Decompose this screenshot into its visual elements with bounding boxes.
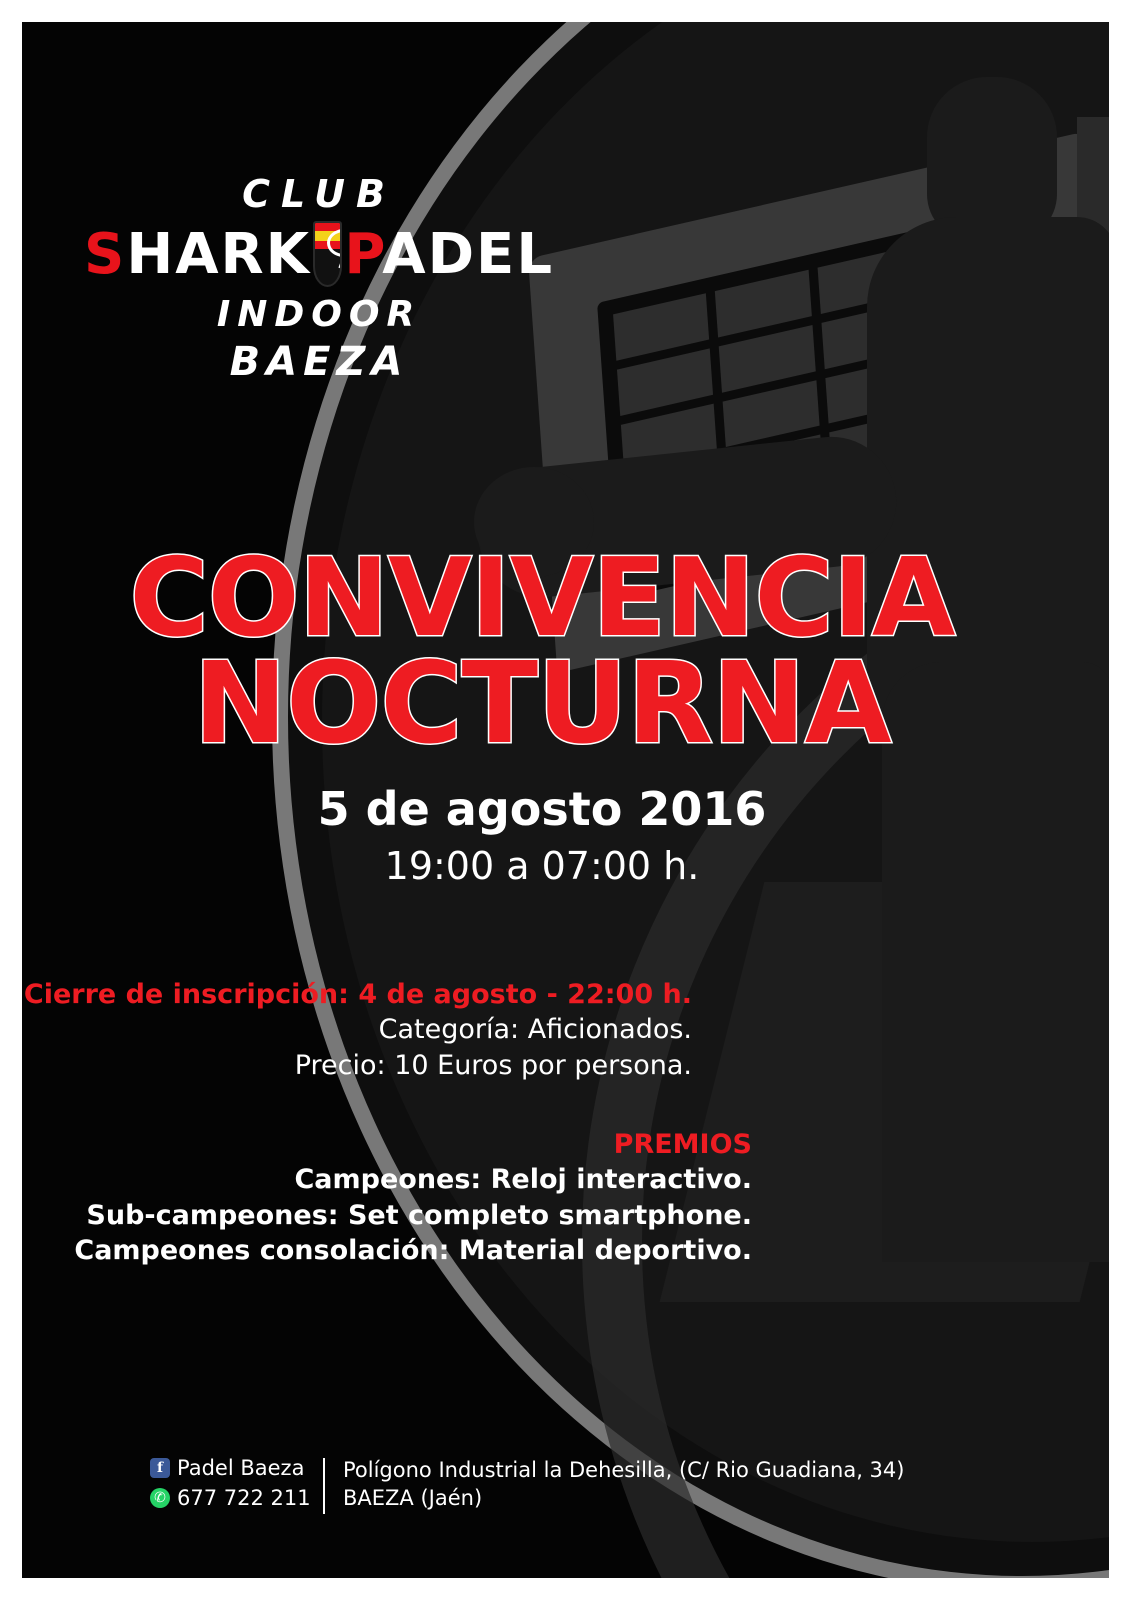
whatsapp-icon: ✆ [150, 1488, 170, 1508]
poster-footer [150, 1456, 904, 1516]
registration-category: Categoría: Aficionados. [378, 1014, 692, 1046]
prizes-info [22, 1127, 752, 1269]
prize-item-2: Sub-campeones: Set completo smartphone. [86, 1199, 752, 1231]
facebook-handle: Padel Baeza [177, 1456, 305, 1480]
headline-line-1: CONVIVENCIA [129, 536, 955, 661]
logo-shark-word [84, 222, 311, 287]
logo-wordmark [84, 218, 554, 290]
logo-shark-rest: HARK [126, 221, 312, 287]
facebook-contact[interactable] [150, 1456, 315, 1480]
logo-padel-rest: ADEL [382, 221, 554, 287]
logo-indoor-text: INDOOR [216, 294, 422, 335]
prize-item-3: Campeones consolación: Material deportivo. [74, 1235, 752, 1267]
whatsapp-number: 677 722 211 [177, 1486, 311, 1510]
prizes-title: PREMIOS [613, 1129, 752, 1160]
poster [22, 22, 1109, 1578]
logo-padel-initial: P [344, 221, 383, 287]
registration-price: Precio: 10 Euros por persona. [294, 1049, 692, 1081]
whatsapp-contact[interactable] [150, 1486, 315, 1510]
event-time: 19:00 a 07:00 h. [384, 844, 700, 888]
club-logo [84, 172, 554, 385]
facebook-icon: f [150, 1458, 170, 1478]
headline-line-2: NOCTURNA [193, 638, 891, 769]
address-line-1: Polígono Industrial la Dehesilla, (C/ Rio Guadiana, 34) [343, 1458, 905, 1482]
padel-racket-crest-icon [313, 221, 342, 287]
event-date: 5 de agosto 2016 [317, 782, 767, 836]
address-line-2: BAEZA (Jaén) [343, 1486, 483, 1511]
prize-item-1: Campeones: Reloj interactivo. [294, 1164, 752, 1196]
logo-shark-initial: S [84, 221, 127, 287]
registration-deadline: Cierre de inscripción: 4 de agosto - 22:00 h. [23, 979, 692, 1010]
registration-info [22, 977, 692, 1083]
logo-city-text: BAEZA [229, 339, 409, 385]
logo-padel-word [344, 222, 554, 287]
logo-club-text: CLUB [242, 172, 396, 216]
social-contacts [150, 1456, 315, 1516]
footer-divider [323, 1458, 325, 1514]
poster-headline [62, 536, 1022, 769]
venue-address [343, 1456, 904, 1513]
